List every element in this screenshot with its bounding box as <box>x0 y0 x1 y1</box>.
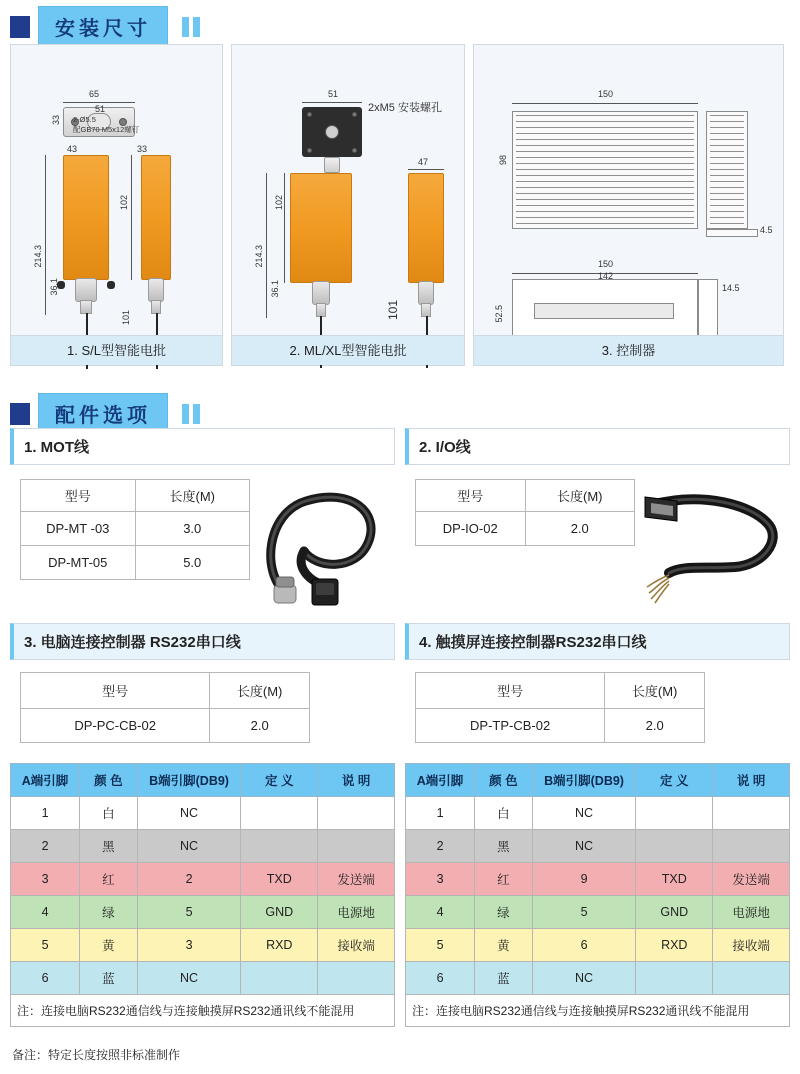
dimensions-section-header <box>10 6 200 48</box>
cell-b-pin: 3 <box>137 929 241 962</box>
dim-line-65 <box>63 102 135 103</box>
cell-a-pin: 3 <box>406 863 475 896</box>
pin-row <box>406 863 790 896</box>
dim-14-5: 14.5 <box>722 283 740 293</box>
cell-model: DP-MT-05 <box>21 546 136 580</box>
cell-a-pin: 6 <box>11 962 80 995</box>
cell-description <box>713 797 790 830</box>
tool-body-right <box>141 155 171 280</box>
accessory-title-mot: 1. MOT线 <box>10 428 395 465</box>
tool-tip-xl <box>421 303 431 317</box>
pin-row <box>11 896 395 929</box>
col-description: 说 明 <box>318 764 395 797</box>
col-model: 型号 <box>416 673 605 709</box>
blue-square-marker <box>10 16 30 38</box>
col-color: 颜 色 <box>475 764 533 797</box>
dim-102: 102 <box>119 195 129 211</box>
dim-98: 98 <box>498 155 508 166</box>
cell-description: 接收端 <box>318 929 395 962</box>
drawing-caption-3: 3. 控制器 <box>474 335 783 365</box>
cell-color: 蓝 <box>80 962 138 995</box>
cell-color: 白 <box>80 797 138 830</box>
controller-bottom-side <box>698 279 718 341</box>
cell-color: 白 <box>475 797 533 830</box>
cell-description <box>713 830 790 863</box>
pin-row <box>11 830 395 863</box>
accessories-left-column <box>10 428 395 1028</box>
cell-color: 黑 <box>475 830 533 863</box>
dim-line-vert-a <box>45 155 46 315</box>
pin-row <box>406 962 790 995</box>
cell-a-pin: 4 <box>406 896 475 929</box>
tool-tip-left <box>80 300 92 314</box>
dim-150-top: 150 <box>598 89 614 99</box>
col-model: 型号 <box>21 673 210 709</box>
col-definition: 定 义 <box>241 764 318 797</box>
drawing-panel-controller <box>473 44 784 366</box>
cell-a-pin: 5 <box>406 929 475 962</box>
table-row <box>416 709 705 743</box>
cell-color: 红 <box>475 863 533 896</box>
pin-row <box>406 797 790 830</box>
flange-hole-4 <box>352 148 357 153</box>
tool-collar <box>324 157 340 173</box>
cell-a-pin: 4 <box>11 896 80 929</box>
cell-a-pin: 1 <box>11 797 80 830</box>
dim-47: 47 <box>418 157 429 167</box>
flange-hole-1 <box>307 112 312 117</box>
dim-line-47 <box>408 169 444 170</box>
table-header-row <box>21 673 310 709</box>
cell-length: 2.0 <box>525 512 635 546</box>
dim-line-51 <box>302 102 362 103</box>
header-bars-decoration-2 <box>182 404 200 424</box>
dim-150-bottom: 150 <box>598 259 614 269</box>
drawing-caption-2: 2. ML/XL型智能电批 <box>232 335 464 365</box>
section-title-accessories: 配件选项 <box>38 393 168 435</box>
col-length: 长度(M) <box>525 480 635 512</box>
cell-b-pin: 2 <box>137 863 241 896</box>
cell-definition <box>636 830 713 863</box>
table-header-row <box>416 480 635 512</box>
cell-model: DP-IO-02 <box>416 512 526 546</box>
col-length: 长度(M) <box>135 480 250 512</box>
note-2xm5: 2xM5 安装螺孔 <box>368 102 442 114</box>
col-length: 长度(M) <box>210 673 310 709</box>
table-row <box>416 512 635 546</box>
cell-description: 接收端 <box>713 929 790 962</box>
controller-side-fins <box>710 115 744 225</box>
tool-body-xl <box>408 173 444 283</box>
cell-definition: RXD <box>241 929 318 962</box>
dim-214-3: 214.3 <box>33 245 43 268</box>
cell-description <box>318 962 395 995</box>
col-description: 说 明 <box>713 764 790 797</box>
cell-definition <box>241 830 318 863</box>
table-pc-rs232-cable <box>20 672 310 743</box>
pin-row <box>11 929 395 962</box>
cell-a-pin: 2 <box>11 830 80 863</box>
tool-tip-ml <box>316 303 326 317</box>
controller-panel-slot <box>534 303 674 319</box>
pin-row <box>11 962 395 995</box>
accessories-grid <box>10 428 790 1028</box>
section-title-dimensions: 安装尺寸 <box>38 6 168 48</box>
controller-side-base <box>706 229 758 237</box>
dim-102-ml: 102 <box>274 195 284 211</box>
cell-model: DP-PC-CB-02 <box>21 709 210 743</box>
cell-description: 发送端 <box>318 863 395 896</box>
cell-length: 2.0 <box>210 709 310 743</box>
pin-row <box>11 863 395 896</box>
side-lug-left-b <box>107 281 115 289</box>
cell-color: 黄 <box>475 929 533 962</box>
tool-body-ml <box>290 173 352 283</box>
cell-b-pin: 5 <box>137 896 241 929</box>
col-b-pin: B端引脚(DB9) <box>532 764 636 797</box>
dim-51-top: 51 <box>328 89 339 99</box>
controller-fins <box>516 115 694 225</box>
cell-definition <box>636 962 713 995</box>
dim-65: 65 <box>89 89 100 99</box>
cell-a-pin: 5 <box>11 929 80 962</box>
cell-a-pin: 3 <box>11 863 80 896</box>
table-row <box>21 512 250 546</box>
pin-table-tp-rs232 <box>405 763 790 995</box>
cell-a-pin: 6 <box>406 962 475 995</box>
pin-row <box>406 896 790 929</box>
cell-b-pin: 6 <box>532 929 636 962</box>
cell-length: 2.0 <box>605 709 705 743</box>
cell-b-pin: 5 <box>532 896 636 929</box>
cell-model: DP-MT -03 <box>21 512 136 546</box>
dim-line-150-top <box>512 103 698 104</box>
footer-note: 备注：特定长度按照非标准制作 <box>12 1048 181 1062</box>
io-cable-image <box>643 479 783 609</box>
cell-description <box>318 830 395 863</box>
accessory-title-io: 2. I/O线 <box>405 428 790 465</box>
cell-b-pin: 9 <box>532 863 636 896</box>
table-io-cable <box>415 479 635 546</box>
pin-row <box>11 797 395 830</box>
cell-b-pin: NC <box>137 962 241 995</box>
cell-length: 3.0 <box>135 512 250 546</box>
tool-nose-ml <box>312 281 330 305</box>
cell-description: 电源地 <box>318 896 395 929</box>
cell-b-pin: NC <box>532 797 636 830</box>
drawings-row <box>10 44 790 366</box>
pin-table-note-pc: 注：连接电脑RS232通信线与连接触摸屏RS232通讯线不能混用 <box>10 995 395 1027</box>
flange-hole-2 <box>352 112 357 117</box>
cell-b-pin: NC <box>532 962 636 995</box>
col-length: 长度(M) <box>605 673 705 709</box>
col-model: 型号 <box>21 480 136 512</box>
dim-101: 101 <box>121 310 131 326</box>
dim-51: 51 <box>95 104 106 114</box>
col-model: 型号 <box>416 480 526 512</box>
note-screw-spec: 配GB70 M5x12螺钉 <box>73 125 140 134</box>
col-a-pin: A端引脚 <box>11 764 80 797</box>
dim-line-vert-b <box>131 155 132 280</box>
cell-b-pin: NC <box>532 830 636 863</box>
pin-table-header-row <box>11 764 395 797</box>
cell-definition: TXD <box>241 863 318 896</box>
cell-definition <box>241 797 318 830</box>
dim-line-vert-ml <box>266 173 267 318</box>
accessory-title-tp-rs232: 4. 触摸屏连接控制器RS232串口线 <box>405 623 790 660</box>
dim-36-1-ml: 36.1 <box>270 280 280 298</box>
dim-101-ml: 101 <box>386 300 400 321</box>
cell-color: 蓝 <box>475 962 533 995</box>
table-mot-cable <box>20 479 250 580</box>
table-header-row <box>416 673 705 709</box>
tool-tip-right <box>151 300 161 314</box>
dim-4-5: 4.5 <box>760 225 773 235</box>
dim-43: 43 <box>67 144 78 154</box>
cell-definition: GND <box>241 896 318 929</box>
dim-36-1: 36.1 <box>49 278 59 296</box>
pin-table-pc-rs232 <box>10 763 395 995</box>
dim-142: 142 <box>598 271 614 281</box>
col-definition: 定 义 <box>636 764 713 797</box>
cell-color: 红 <box>80 863 138 896</box>
table-row <box>21 709 310 743</box>
pin-table-header-row <box>406 764 790 797</box>
pin-row <box>406 830 790 863</box>
accessory-title-pc-rs232: 3. 电脑连接控制器 RS232串口线 <box>10 623 395 660</box>
cell-description: 发送端 <box>713 863 790 896</box>
col-color: 颜 色 <box>80 764 138 797</box>
blue-square-marker-2 <box>10 403 30 425</box>
cell-color: 黄 <box>80 929 138 962</box>
cell-definition: TXD <box>636 863 713 896</box>
cell-definition <box>241 962 318 995</box>
accessories-right-column <box>405 428 790 1028</box>
cell-definition: GND <box>636 896 713 929</box>
col-a-pin: A端引脚 <box>406 764 475 797</box>
pin-table-note-tp: 注：连接电脑RS232通信线与连接触摸屏RS232通讯线不能混用 <box>405 995 790 1027</box>
cell-color: 黑 <box>80 830 138 863</box>
cell-definition <box>636 797 713 830</box>
dim-line-vert-ml2 <box>284 173 285 283</box>
flange-hole-3 <box>307 148 312 153</box>
tool-body-left <box>63 155 109 280</box>
mot-cable-image <box>256 473 391 613</box>
dim-214-3-ml: 214.3 <box>254 245 264 268</box>
table-header-row <box>21 480 250 512</box>
drawing-panel-mlxl <box>231 44 465 366</box>
drawing-panel-sl <box>10 44 223 366</box>
flange-center-hole <box>325 125 339 139</box>
cell-a-pin: 2 <box>406 830 475 863</box>
dim-33-right: 33 <box>137 144 148 154</box>
pin-row <box>406 929 790 962</box>
cell-color: 绿 <box>80 896 138 929</box>
tool-nose-right <box>148 278 164 302</box>
dim-52-5: 52.5 <box>494 305 504 323</box>
cell-a-pin: 1 <box>406 797 475 830</box>
note-hole-spec: 2-Ø5.5 <box>73 115 96 124</box>
cell-b-pin: NC <box>137 830 241 863</box>
dim-33-left: 33 <box>51 115 61 126</box>
cell-description <box>318 797 395 830</box>
table-row <box>21 546 250 580</box>
cell-description <box>713 962 790 995</box>
cell-length: 5.0 <box>135 546 250 580</box>
cell-b-pin: NC <box>137 797 241 830</box>
cell-model: DP-TP-CB-02 <box>416 709 605 743</box>
cell-definition: RXD <box>636 929 713 962</box>
drawing-caption-1: 1. S/L型智能电批 <box>11 335 222 365</box>
header-bars-decoration <box>182 17 200 37</box>
cell-description: 电源地 <box>713 896 790 929</box>
table-tp-rs232-cable <box>415 672 705 743</box>
tool-nose-xl <box>418 281 434 305</box>
col-b-pin: B端引脚(DB9) <box>137 764 241 797</box>
tool-nose-left <box>75 278 97 302</box>
cell-color: 绿 <box>475 896 533 929</box>
